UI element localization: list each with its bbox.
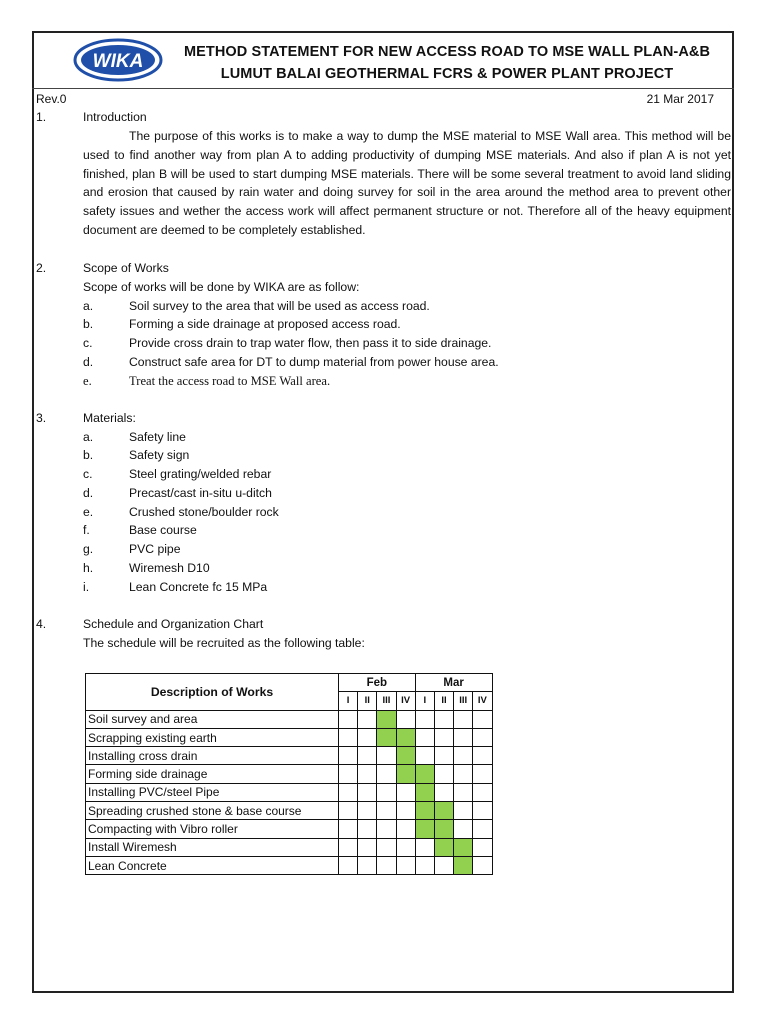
list-marker: f. (83, 523, 90, 537)
list-marker: h. (83, 561, 94, 575)
schedule-empty-cell (434, 710, 453, 728)
list-marker: b. (83, 448, 94, 462)
schedule-empty-cell (339, 802, 358, 820)
schedule-empty-cell (454, 710, 473, 728)
scope-item: Forming a side drainage at proposed access road. (129, 317, 401, 331)
schedule-empty-cell (473, 765, 492, 783)
schedule-empty-cell (377, 802, 396, 820)
section-number: 4. (36, 617, 47, 631)
scope-item: Treat the access road to MSE Wall area. (129, 374, 331, 388)
schedule-bar-cell (377, 710, 396, 728)
schedule-empty-cell (358, 783, 377, 801)
scope-lead-text: Scope of works will be done by WIKA are as follow: (83, 280, 360, 294)
schedule-empty-cell (396, 820, 415, 838)
table-row (86, 765, 493, 783)
material-item: Crushed stone/boulder rock (129, 505, 279, 519)
list-marker: i. (83, 580, 90, 594)
schedule-empty-cell (454, 747, 473, 765)
wika-logo (73, 38, 163, 82)
schedule-empty-cell (339, 783, 358, 801)
schedule-body (86, 710, 493, 875)
schedule-empty-cell (339, 728, 358, 746)
week-header: I (339, 692, 358, 710)
schedule-bar-cell (415, 802, 434, 820)
schedule-empty-cell (415, 710, 434, 728)
section-heading-schedule: Schedule and Organization Chart (83, 617, 264, 631)
list-marker: e. (83, 505, 94, 519)
schedule-empty-cell (377, 765, 396, 783)
material-item: Safety line (129, 430, 186, 444)
introduction-text: The purpose of this works is to make a way to dump the MSE material to MSE Wall area. This method will be used to find another way from plan A to adding productivity of dumping MSE materials. And also if plan A is not yet finished, plan B will be used to start dumping MSE materials. There will be some several treatment to avoid land sliding and erosion that caused by rain water and doing survey for soil in the area around the method area to prevent other safety issues and wether the access work will affect permanent structure or not. Therefore all of the heavy equipment document are deemed to be completely established. (83, 129, 731, 237)
week-header: II (434, 692, 453, 710)
schedule-empty-cell (339, 710, 358, 728)
schedule-empty-cell (434, 783, 453, 801)
section-number: 1. (36, 110, 47, 124)
schedule-bar-cell (454, 856, 473, 874)
section-heading-scope: Scope of Works (83, 261, 169, 275)
schedule-bar-cell (415, 783, 434, 801)
schedule-empty-cell (434, 747, 453, 765)
schedule-empty-cell (377, 783, 396, 801)
list-marker: c. (83, 336, 93, 350)
work-description: Forming side drainage (86, 765, 339, 783)
material-item: Precast/cast in-situ u-ditch (129, 486, 272, 500)
section-heading-materials: Materials: (83, 411, 136, 425)
schedule-lead-text: The schedule will be recruited as the following table: (83, 636, 365, 650)
work-description: Installing PVC/steel Pipe (86, 783, 339, 801)
schedule-empty-cell (377, 747, 396, 765)
schedule-empty-cell (396, 783, 415, 801)
schedule-bar-cell (396, 728, 415, 746)
schedule-empty-cell (358, 838, 377, 856)
schedule-bar-cell (434, 820, 453, 838)
schedule-bar-cell (454, 838, 473, 856)
week-header: III (377, 692, 396, 710)
list-marker: d. (83, 355, 94, 369)
list-marker: c. (83, 467, 93, 481)
schedule-empty-cell (415, 856, 434, 874)
schedule-empty-cell (454, 820, 473, 838)
table-row (86, 783, 493, 801)
list-marker: g. (83, 542, 94, 556)
table-row (86, 747, 493, 765)
schedule-empty-cell (415, 728, 434, 746)
schedule-empty-cell (339, 856, 358, 874)
material-item: Safety sign (129, 448, 190, 462)
schedule-empty-cell (454, 783, 473, 801)
document-title-line2: LUMUT BALAI GEOTHERMAL FCRS & POWER PLANT PROJECT (220, 66, 674, 82)
schedule-empty-cell (415, 747, 434, 765)
schedule-empty-cell (473, 710, 492, 728)
work-description: Scrapping existing earth (86, 728, 339, 746)
schedule-bar-cell (415, 820, 434, 838)
material-item: Steel grating/welded rebar (129, 467, 272, 481)
list-marker: a. (83, 430, 94, 444)
schedule-empty-cell (454, 765, 473, 783)
revision-label: Rev.0 (36, 92, 67, 106)
schedule-empty-cell (358, 765, 377, 783)
table-row (86, 856, 493, 874)
schedule-empty-cell (473, 838, 492, 856)
list-marker: e. (83, 374, 92, 388)
schedule-empty-cell (358, 820, 377, 838)
material-item: Base course (129, 523, 197, 537)
schedule-empty-cell (396, 710, 415, 728)
material-item: PVC pipe (129, 542, 181, 556)
table-row (86, 820, 493, 838)
section-number: 2. (36, 261, 47, 275)
schedule-bar-cell (415, 765, 434, 783)
schedule-bar-cell (434, 802, 453, 820)
schedule-empty-cell (473, 747, 492, 765)
schedule-table (85, 673, 493, 875)
table-row (86, 838, 493, 856)
work-description: Installing cross drain (86, 747, 339, 765)
month-header-feb: Feb (339, 674, 416, 692)
week-header: III (454, 692, 473, 710)
schedule-bar-cell (434, 838, 453, 856)
work-description: Lean Concrete (86, 856, 339, 874)
list-marker: b. (83, 317, 94, 331)
schedule-empty-cell (358, 710, 377, 728)
schedule-bar-cell (396, 747, 415, 765)
schedule-empty-cell (434, 728, 453, 746)
schedule-empty-cell (339, 838, 358, 856)
schedule-empty-cell (377, 856, 396, 874)
month-header-mar: Mar (415, 674, 492, 692)
list-marker: d. (83, 486, 94, 500)
document-date: 21 Mar 2017 (646, 92, 714, 106)
table-row (86, 710, 493, 728)
scope-item: Construct safe area for DT to dump material from power house area. (129, 355, 499, 369)
schedule-empty-cell (377, 838, 396, 856)
work-description: Soil survey and area (86, 710, 339, 728)
document-title-line1: METHOD STATEMENT FOR NEW ACCESS ROAD TO MSE WALL PLAN-A&B (183, 44, 711, 60)
introduction-paragraph (83, 127, 731, 240)
section-heading-introduction: Introduction (83, 110, 147, 124)
schedule-empty-cell (396, 838, 415, 856)
description-header: Description of Works (86, 674, 339, 711)
schedule-empty-cell (454, 802, 473, 820)
week-header: IV (396, 692, 415, 710)
logo-text: WIKA (92, 51, 144, 72)
section-number: 3. (36, 411, 47, 425)
schedule-empty-cell (358, 802, 377, 820)
schedule-empty-cell (396, 802, 415, 820)
table-row (86, 728, 493, 746)
week-header: II (358, 692, 377, 710)
schedule-empty-cell (358, 856, 377, 874)
schedule-empty-cell (358, 747, 377, 765)
material-item: Lean Concrete fc 15 MPa (129, 580, 268, 594)
table-row (86, 802, 493, 820)
work-description: Compacting with Vibro roller (86, 820, 339, 838)
schedule-empty-cell (339, 765, 358, 783)
week-header: I (415, 692, 434, 710)
schedule-empty-cell (473, 783, 492, 801)
header-divider (32, 88, 734, 89)
scope-item: Soil survey to the area that will be used as access road. (129, 299, 430, 313)
schedule-empty-cell (339, 747, 358, 765)
schedule-empty-cell (377, 820, 396, 838)
list-marker: a. (83, 299, 94, 313)
schedule-empty-cell (454, 728, 473, 746)
material-item: Wiremesh D10 (129, 561, 210, 575)
schedule-empty-cell (473, 856, 492, 874)
schedule-empty-cell (339, 820, 358, 838)
schedule-empty-cell (358, 728, 377, 746)
schedule-empty-cell (434, 856, 453, 874)
week-header: IV (473, 692, 492, 710)
schedule-empty-cell (415, 838, 434, 856)
work-description: Spreading crushed stone & base course (86, 802, 339, 820)
schedule-bar-cell (396, 765, 415, 783)
schedule-empty-cell (473, 728, 492, 746)
schedule-bar-cell (377, 728, 396, 746)
schedule-empty-cell (473, 802, 492, 820)
schedule-empty-cell (396, 856, 415, 874)
work-description: Install Wiremesh (86, 838, 339, 856)
schedule-empty-cell (434, 765, 453, 783)
schedule-empty-cell (473, 820, 492, 838)
scope-item: Provide cross drain to trap water flow, then pass it to side drainage. (129, 336, 492, 350)
